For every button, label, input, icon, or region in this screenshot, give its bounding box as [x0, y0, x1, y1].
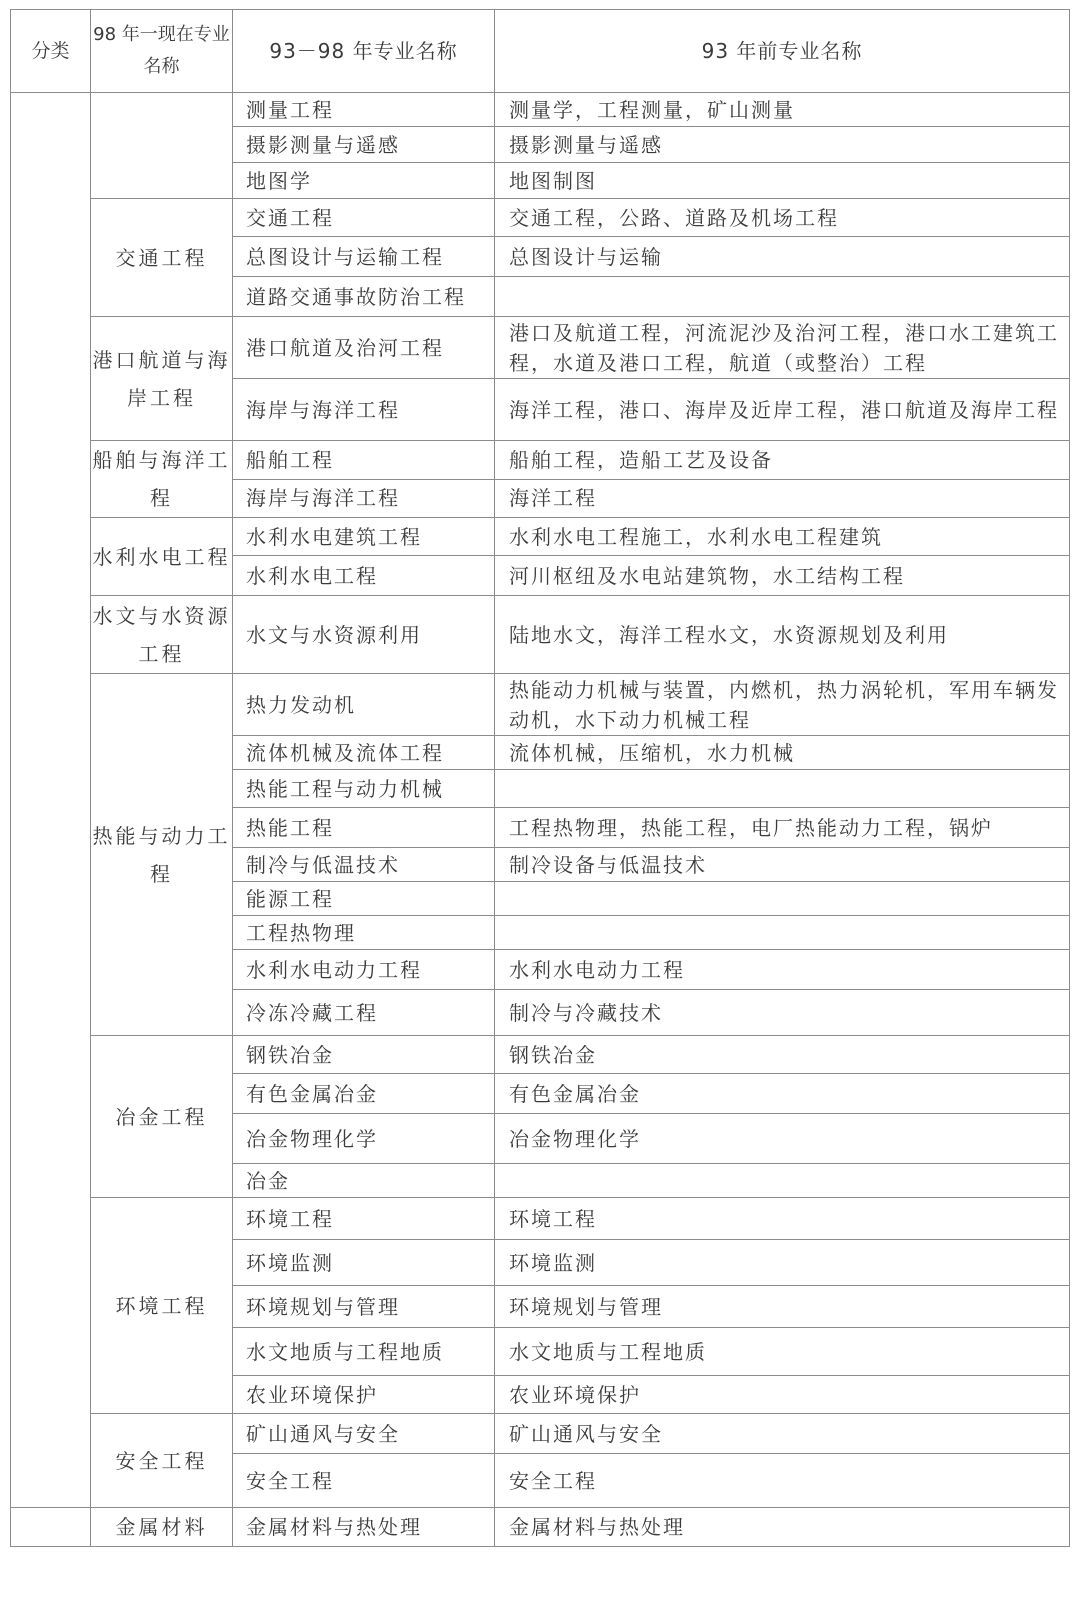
major-93-98-cell: 地图学	[233, 163, 495, 199]
major-pre-93-cell: 总图设计与运输	[495, 237, 1070, 277]
major-pre-93-cell: 船舶工程，造船工艺及设备	[495, 441, 1070, 480]
table-row	[11, 317, 1070, 379]
major-pre-93-cell: 测量学，工程测量，矿山测量	[495, 93, 1070, 127]
major-pre-93-cell: 海洋工程	[495, 479, 1070, 518]
major-93-98-cell: 交通工程	[233, 199, 495, 237]
major-93-98-cell: 热能工程与动力机械	[233, 770, 495, 808]
table-row	[11, 441, 1070, 480]
major-93-98-cell: 水文与水资源利用	[233, 596, 495, 674]
current-major-cell: 金属材料	[91, 1508, 233, 1547]
major-93-98-cell: 测量工程	[233, 93, 495, 127]
major-93-98-cell: 船舶工程	[233, 441, 495, 480]
major-pre-93-cell: 金属材料与热处理	[495, 1508, 1070, 1547]
category-cell	[11, 93, 91, 1508]
table-row	[11, 1198, 1070, 1240]
major-93-98-cell: 矿山通风与安全	[233, 1414, 495, 1454]
major-pre-93-cell: 河川枢纽及水电站建筑物，水工结构工程	[495, 556, 1070, 596]
major-pre-93-cell: 冶金物理化学	[495, 1114, 1070, 1164]
current-major-cell: 水利水电工程	[91, 518, 233, 596]
major-93-98-cell: 工程热物理	[233, 916, 495, 950]
major-pre-93-cell: 流体机械，压缩机，水力机械	[495, 736, 1070, 770]
header-current-name: 98 年一现在专业名称	[91, 10, 233, 93]
major-93-98-cell: 环境工程	[233, 1198, 495, 1240]
major-pre-93-cell: 水利水电工程施工，水利水电工程建筑	[495, 518, 1070, 556]
major-93-98-cell: 钢铁冶金	[233, 1036, 495, 1074]
current-major-cell: 水文与水资源工程	[91, 596, 233, 674]
major-pre-93-cell	[495, 770, 1070, 808]
major-pre-93-cell: 环境规划与管理	[495, 1286, 1070, 1328]
major-pre-93-cell: 农业环境保护	[495, 1376, 1070, 1414]
header-pre-93-name: 93 年前专业名称	[495, 10, 1070, 93]
header-category: 分类	[11, 10, 91, 93]
major-pre-93-cell: 安全工程	[495, 1454, 1070, 1508]
major-pre-93-cell: 热能动力机械与装置，内燃机，热力涡轮机，军用车辆发动机，水下动力机械工程	[495, 674, 1070, 736]
table-row	[11, 1036, 1070, 1074]
majors-comparison-table	[10, 9, 1070, 1547]
current-major-cell	[91, 93, 233, 199]
major-pre-93-cell	[495, 882, 1070, 916]
major-pre-93-cell: 水文地质与工程地质	[495, 1328, 1070, 1376]
major-pre-93-cell: 水利水电动力工程	[495, 950, 1070, 990]
current-major-cell: 热能与动力工程	[91, 674, 233, 1036]
major-pre-93-cell	[495, 277, 1070, 317]
table-body	[11, 93, 1070, 1547]
table-row	[11, 674, 1070, 736]
table-row	[11, 1414, 1070, 1454]
major-93-98-cell: 金属材料与热处理	[233, 1508, 495, 1547]
major-pre-93-cell: 矿山通风与安全	[495, 1414, 1070, 1454]
current-major-cell: 冶金工程	[91, 1036, 233, 1198]
major-93-98-cell: 水利水电工程	[233, 556, 495, 596]
major-pre-93-cell: 有色金属冶金	[495, 1074, 1070, 1114]
major-pre-93-cell: 制冷与冷藏技术	[495, 990, 1070, 1036]
major-93-98-cell: 海岸与海洋工程	[233, 479, 495, 518]
major-93-98-cell: 冶金	[233, 1164, 495, 1198]
major-93-98-cell: 海岸与海洋工程	[233, 379, 495, 441]
major-93-98-cell: 农业环境保护	[233, 1376, 495, 1414]
table-row	[11, 518, 1070, 556]
major-pre-93-cell: 制冷设备与低温技术	[495, 848, 1070, 882]
major-pre-93-cell	[495, 916, 1070, 950]
major-93-98-cell: 摄影测量与遥感	[233, 127, 495, 163]
major-93-98-cell: 水利水电建筑工程	[233, 518, 495, 556]
major-93-98-cell: 冷冻冷藏工程	[233, 990, 495, 1036]
major-93-98-cell: 道路交通事故防治工程	[233, 277, 495, 317]
major-pre-93-cell: 钢铁冶金	[495, 1036, 1070, 1074]
header-93-98-name: 93－98 年专业名称	[233, 10, 495, 93]
major-93-98-cell: 水利水电动力工程	[233, 950, 495, 990]
current-major-cell: 港口航道与海岸工程	[91, 317, 233, 441]
current-major-cell: 船舶与海洋工程	[91, 441, 233, 518]
major-93-98-cell: 环境规划与管理	[233, 1286, 495, 1328]
major-93-98-cell: 港口航道及治河工程	[233, 317, 495, 379]
major-pre-93-cell: 摄影测量与遥感	[495, 127, 1070, 163]
table-row	[11, 199, 1070, 237]
major-pre-93-cell	[495, 1164, 1070, 1198]
major-pre-93-cell: 地图制图	[495, 163, 1070, 199]
major-pre-93-cell: 陆地水文，海洋工程水文，水资源规划及利用	[495, 596, 1070, 674]
table-row	[11, 1508, 1070, 1547]
major-93-98-cell: 流体机械及流体工程	[233, 736, 495, 770]
major-93-98-cell: 总图设计与运输工程	[233, 237, 495, 277]
major-93-98-cell: 冶金物理化学	[233, 1114, 495, 1164]
current-major-cell: 安全工程	[91, 1414, 233, 1508]
table-row	[11, 596, 1070, 674]
major-pre-93-cell: 港口及航道工程，河流泥沙及治河工程，港口水工建筑工程，水道及港口工程，航道（或整治）工程	[495, 317, 1070, 379]
table-row	[11, 93, 1070, 127]
major-pre-93-cell: 交通工程，公路、道路及机场工程	[495, 199, 1070, 237]
major-93-98-cell: 环境监测	[233, 1240, 495, 1286]
major-pre-93-cell: 工程热物理，热能工程，电厂热能动力工程，锅炉	[495, 808, 1070, 848]
major-93-98-cell: 安全工程	[233, 1454, 495, 1508]
major-pre-93-cell: 环境工程	[495, 1198, 1070, 1240]
major-93-98-cell: 有色金属冶金	[233, 1074, 495, 1114]
major-93-98-cell: 制冷与低温技术	[233, 848, 495, 882]
current-major-cell: 交通工程	[91, 199, 233, 317]
major-pre-93-cell: 海洋工程，港口、海岸及近岸工程，港口航道及海岸工程	[495, 379, 1070, 441]
major-93-98-cell: 热力发动机	[233, 674, 495, 736]
major-93-98-cell: 能源工程	[233, 882, 495, 916]
header-row	[11, 10, 1070, 93]
major-pre-93-cell: 环境监测	[495, 1240, 1070, 1286]
category-cell	[11, 1508, 91, 1547]
major-93-98-cell: 热能工程	[233, 808, 495, 848]
major-93-98-cell: 水文地质与工程地质	[233, 1328, 495, 1376]
current-major-cell: 环境工程	[91, 1198, 233, 1414]
